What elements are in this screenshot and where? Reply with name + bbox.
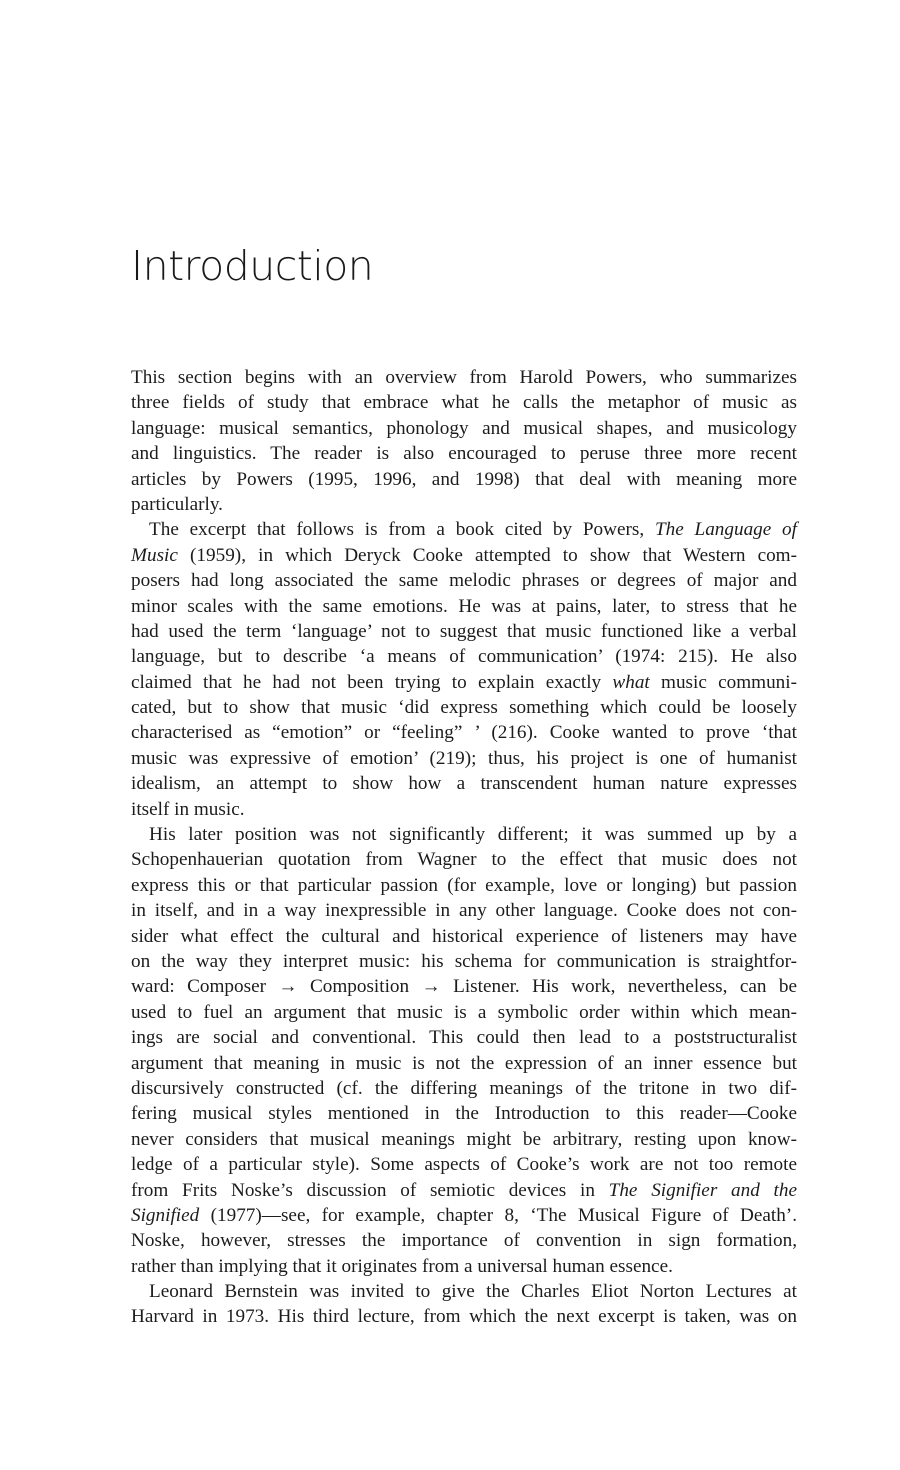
text-line: ings are social and conventional. This could then lead to a poststructuralist [131,1027,797,1049]
text-line: This section begins with an overview from Harold Powers, who summarizes [131,367,797,388]
text-line: in itself, and in a way inexpressible in any other language. Cooke does not con- [131,900,797,922]
text-line: had used the term ‘language’ not to suggest that music functioned like a verbal [131,620,797,642]
text-line: claimed that he had not been trying to explain exactly what music communi- [131,671,797,693]
text-line: His later position was not significantly different; it was summed up by a [149,824,797,846]
text-line: music was expressive of emotion’ (219); thus, his project is one of humanist [131,747,797,769]
text-line: Signified (1977)—see, for example, chapter 8, ‘The Musical Figure of Death’. [131,1204,797,1226]
italic-title: Signified [131,1204,200,1226]
paragraph [131,1279,797,1330]
text-line: and linguistics. The reader is also encouraged to peruse three more recent [131,443,797,465]
paragraph [131,822,797,1279]
text-line: language: musical semantics, phonology and musical shapes, and musicology [131,417,797,439]
text-line: particularly. [131,493,223,515]
text-line: itself in music. [131,798,245,820]
body-text [131,365,797,1330]
text-line: cated, but to show that music ‘did express something which could be loosely [131,697,797,719]
italic-title: what [612,671,650,693]
text-line: minor scales with the same emotions. He was at pains, later, to stress that he [131,595,797,617]
text-line: three fields of study that embrace what he calls the metaphor of music as [131,392,797,414]
text-line: argument that meaning in music is not the expression of an inner essence but [131,1052,797,1074]
text-line: express this or that particular passion (for example, love or longing) but passion [131,874,797,896]
italic-title: The Language of [654,519,797,541]
text-line: articles by Powers (1995, 1996, and 1998) that deal with meaning more [131,468,797,490]
text-line: ledge of a particular style). Some aspects of Cooke’s work are not too remote [131,1154,797,1176]
text-line: discursively constructed (cf. the differing meanings of the tritone in two dif- [131,1077,797,1099]
text-line: sider what effect the cultural and historical experience of listeners may have [131,925,797,947]
italic-title: Music [131,544,178,566]
text-line: rather than implying that it originates from a universal human essence. [131,1255,673,1277]
text-line: on the way they interpret music: his schema for communication is straightfor- [131,950,797,972]
text-line: idealism, an attempt to show how a transcendent human nature expresses [131,773,797,795]
text-line: posers had long associated the same melodic phrases or degrees of major and [131,570,797,592]
text-line: ward: Composer → Composition → Listener. His work, nevertheless, can be [131,976,797,998]
text-line: never considers that musical meanings might be arbitrary, resting upon know- [131,1128,797,1150]
text-line: Harvard in 1973. His third lecture, from which the next excerpt is taken, was on [131,1306,797,1328]
text-line: Schopenhauerian quotation from Wagner to the effect that music does not [131,849,797,871]
text-line: characterised as “emotion” or “feeling” ’ (216). Cooke wanted to prove ‘that [131,722,797,744]
text-line: language, but to describe ‘a means of communication’ (1974: 215). He also [131,646,797,668]
section-title: Introduction [131,242,374,290]
text-line: used to fuel an argument that music is a symbolic order within which mean- [131,1001,797,1023]
text-line: from Frits Noske’s discussion of semiotic devices in The Signifier and the [131,1179,797,1201]
paragraph [131,365,797,517]
paragraph [131,517,797,822]
text-line: Music (1959), in which Deryck Cooke attempted to show that Western com- [131,544,797,566]
text-line: Leonard Bernstein was invited to give the Charles Eliot Norton Lectures at [149,1281,797,1303]
text-line: Noske, however, stresses the importance of convention in sign formation, [131,1230,797,1252]
text-line: fering musical styles mentioned in the Introduction to this reader—Cooke [131,1103,797,1125]
italic-title: The Signifier and the [608,1179,797,1201]
text-line: The excerpt that follows is from a book cited by Powers, The Language of [149,519,797,541]
